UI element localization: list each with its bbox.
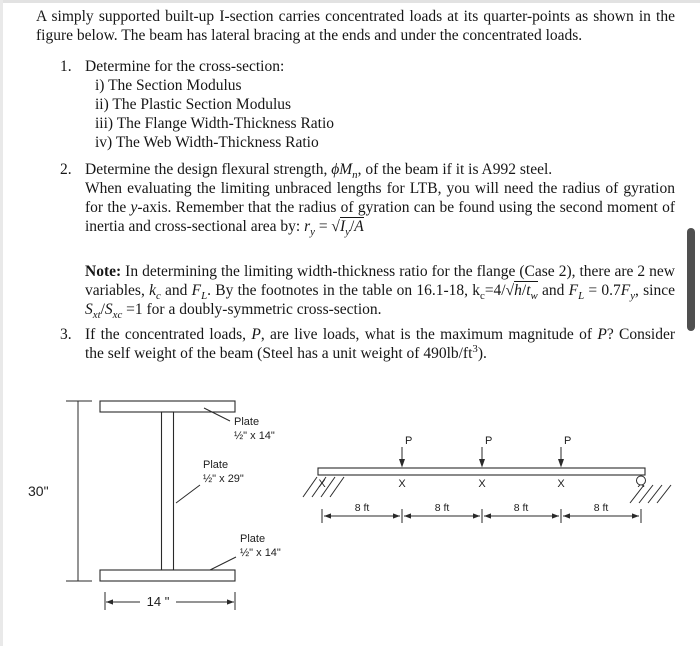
- top-flange-plate: [100, 401, 235, 412]
- question-2-text: Determine the design flexural strength, $\phi M_n$, of the beam if it is A992 steel.: [85, 161, 553, 182]
- question-3: [60, 325, 675, 363]
- web-plate-leader: [176, 485, 200, 503]
- subitem-text: The Plastic Section Modulus: [112, 96, 292, 113]
- question-1: [60, 57, 675, 152]
- beam-diagram-figure: [303, 435, 671, 523]
- subitem-text: The Flange Width-Thickness Ratio: [116, 115, 335, 132]
- beam-outline: [318, 468, 645, 475]
- question-3-text: If the concentrated loads, P, are live loads, what is the maximum magnitude of P? Consider the self weight of the beam (Steel has a unit weight of $490lb/ft^3$).: [85, 326, 675, 362]
- load-label-2: P: [485, 435, 493, 447]
- width-dim-arrow-right: [227, 599, 234, 604]
- question-2-note: Note: In determining the limiting width-thickness ratio for the flange (Case 2), there are 2 new variables, $k_c$ and $F_L$. By the footnotes in the table on 16.1-18, $k_c=4/√h/t_w$ and $F_L = 0.7F_y$, since $S_{xt}/S_{xc} =1$ for a doubly-symmetric cross-section.: [85, 263, 675, 322]
- bottom-flange-plate: [100, 570, 235, 581]
- load-arrowhead-2: [479, 459, 485, 468]
- load-arrowhead-3: [558, 459, 564, 468]
- cross-section-figure: [28, 401, 281, 610]
- web-plate: [162, 412, 174, 570]
- page-edge-top: [0, 0, 700, 3]
- subitem-label: iii): [95, 115, 114, 132]
- bottom-plate-size-label: ½" x 14": [240, 547, 281, 559]
- subitem-label: iv): [95, 134, 113, 151]
- subitem-text: The Section Modulus: [108, 77, 242, 94]
- question-2-number: 2.: [60, 161, 72, 178]
- load-arrowhead-1: [399, 459, 405, 468]
- width-dim-arrow-left: [106, 599, 113, 604]
- question-1-text: Determine for the cross-section:: [85, 58, 285, 75]
- top-plate-size-label: ½" x 14": [234, 430, 275, 442]
- span-label-4: 8 ft: [593, 502, 609, 514]
- scrollbar-thumb[interactable]: [687, 228, 695, 331]
- width-dim-label: 14 ": [146, 594, 170, 609]
- brace-mark-1: X: [318, 478, 326, 490]
- problem-document: [36, 7, 675, 363]
- span-label-2: 8 ft: [434, 502, 450, 514]
- support-roller-right: [630, 476, 671, 503]
- figures-canvas: [0, 392, 700, 646]
- subitem-label: i): [95, 77, 105, 94]
- question-2-body: When evaluating the limiting unbraced lengths for LTB, you will need the radius of gyration for the y-axis. Remember that the radius of gyration can be found using the second moment of inertia and cross-sectional area by: $r_y = √I_y/A$: [85, 180, 675, 239]
- bottom-plate-leader: [210, 557, 236, 570]
- height-dim-label: 30": [28, 483, 49, 499]
- bottom-plate-label: Plate: [240, 533, 266, 545]
- brace-mark-2: X: [398, 478, 406, 490]
- question-1-subitem-iv: [95, 133, 675, 152]
- load-label-3: P: [564, 435, 572, 447]
- question-1-number: 1.: [60, 58, 72, 75]
- span-label-1: 8 ft: [354, 502, 370, 514]
- top-plate-label: Plate: [234, 416, 260, 428]
- subitem-text: The Web Width-Thickness Ratio: [115, 134, 319, 151]
- load-label-1: P: [405, 435, 413, 447]
- question-1-subitem-i: [95, 76, 675, 95]
- subitem-label: ii): [95, 96, 109, 113]
- question-1-subitem-ii: [95, 95, 675, 114]
- web-plate-size-label: ½" x 29": [203, 473, 244, 485]
- question-1-subitem-iii: [95, 114, 675, 133]
- brace-mark-4: X: [557, 478, 565, 490]
- problem-intro: A simply supported built-up I-section carries concentrated loads at its quarter-points as shown in the figure below. The beam has lateral bracing at the ends and under the concentrated loads.: [36, 8, 675, 44]
- question-3-number: 3.: [60, 326, 72, 343]
- span-label-3: 8 ft: [513, 502, 529, 514]
- brace-mark-3: X: [478, 478, 486, 490]
- question-2: [60, 160, 675, 322]
- web-plate-label: Plate: [203, 459, 229, 471]
